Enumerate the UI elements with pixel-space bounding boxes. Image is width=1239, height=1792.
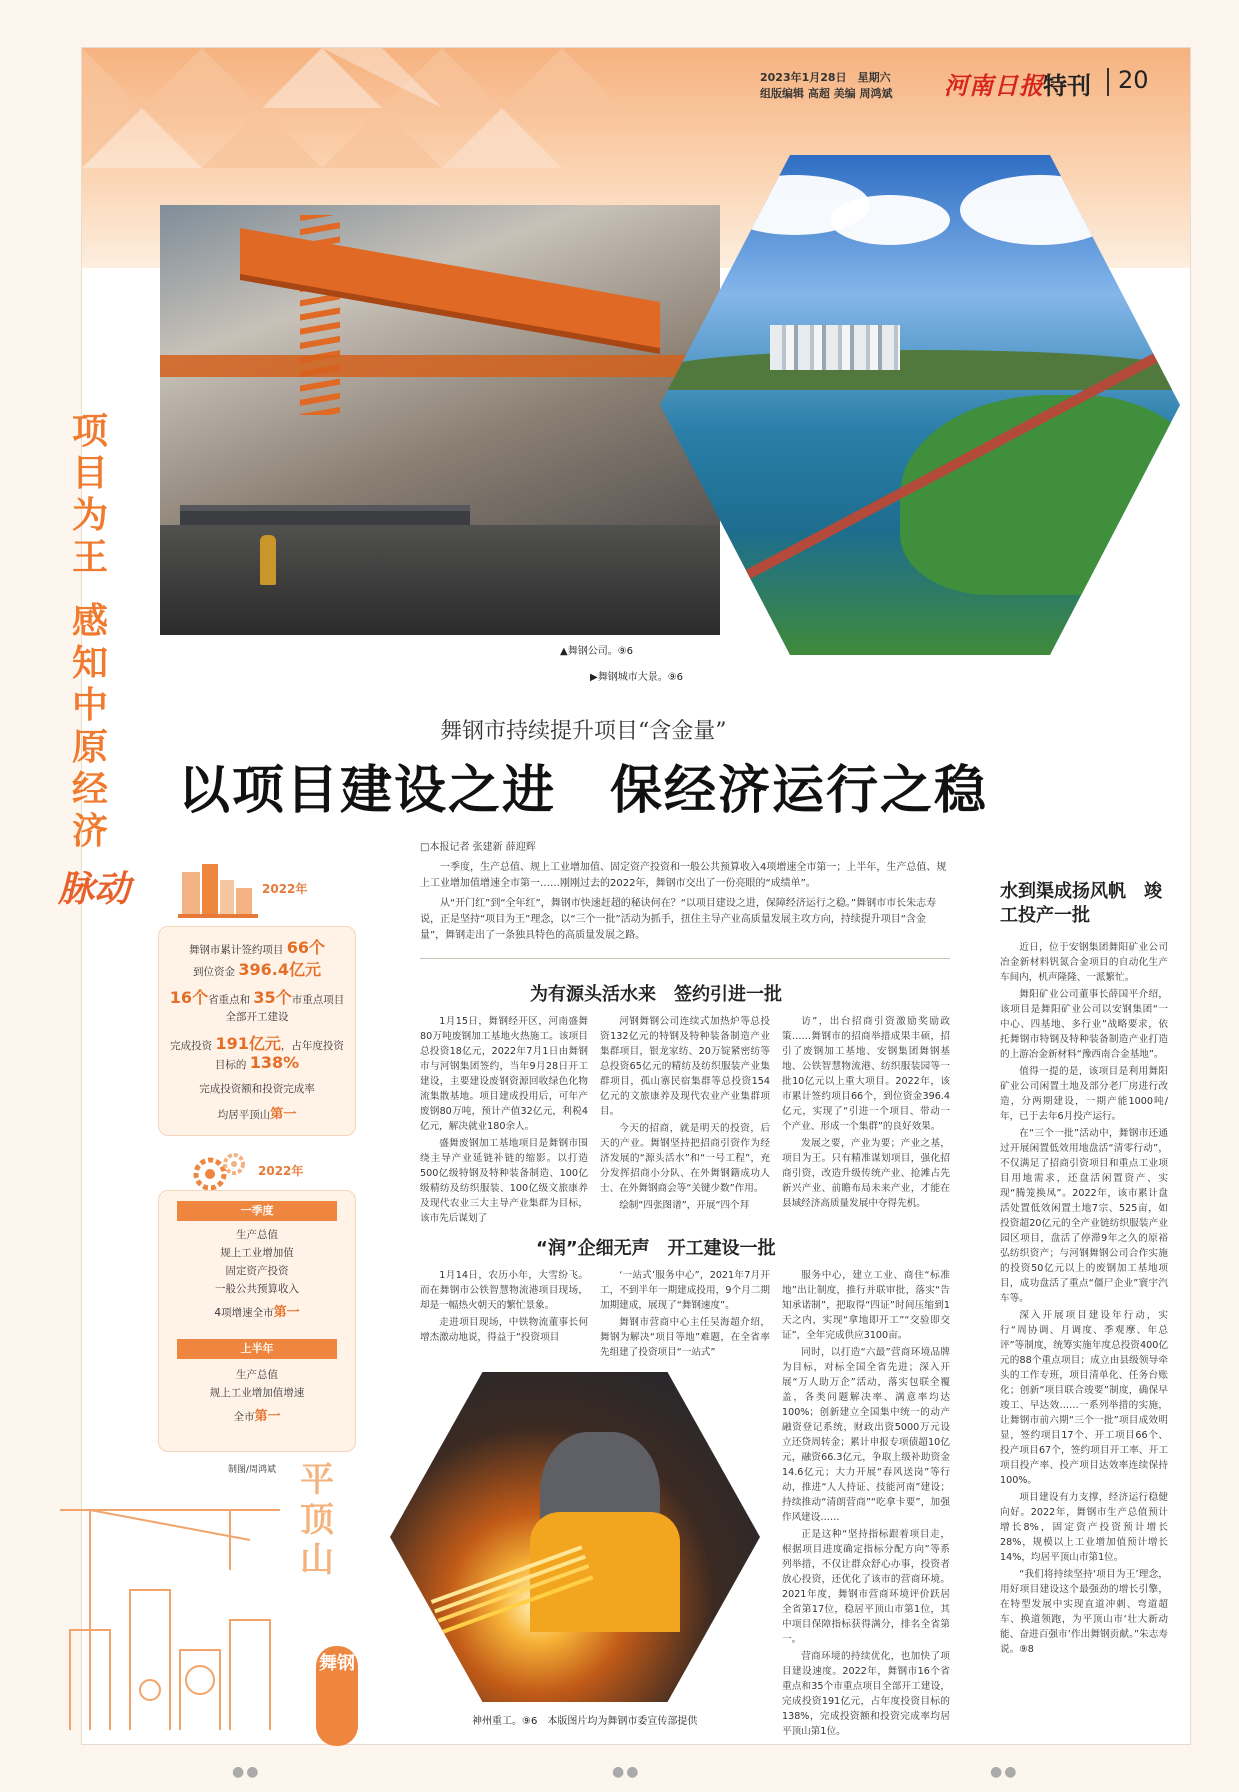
section3-title: 水到渠成扬风帆 竣工投产一批 xyxy=(1000,881,1162,926)
panel-number: 第一 xyxy=(273,1305,300,1320)
paragraph: 1月15日，舞钢经开区，河南盛舞80万吨废钢加工基地火热施工。该项目总投资18亿元，2022年7月1日由舞钢市与河钢集团签约，当年9月28日开工建设，主要建设废钢资源回收绿色化物流集散基地。项目建成投用后，可年产废钢80万吨，预计产值32亿元，利税4亿元，解决就业180余人。 xyxy=(420,1016,588,1132)
panel-line: 一般公共预算收入 xyxy=(215,1283,299,1295)
panel-text: 舞钢市累计签约项目 xyxy=(188,944,287,956)
headline: 以项目建设之进 保经济运行之稳 xyxy=(178,760,989,821)
panel-text: 全市 xyxy=(233,1411,255,1423)
section1-col2 xyxy=(600,1014,770,1214)
panel-line xyxy=(159,1031,355,1054)
paragraph: 舞钢市营商中心主任吴海超介绍，舞钢为解决“项目等地”难题，在全省率先组建了投资项目“一站式” xyxy=(600,1317,770,1358)
section1-title: 为有源头活水来 签约引进一批 xyxy=(530,984,782,1005)
header-meta xyxy=(760,70,893,102)
editors-line: 组版编辑 高超 美编 周鸿斌 xyxy=(760,87,893,100)
panel-number: 35个 xyxy=(253,988,292,1007)
paragraph: 近日，位于安钢集团舞阳矿业公司冶金新材料钒氮合金项目的自动化生产车间内，机声隆隆、一派繁忙。 xyxy=(1000,942,1168,983)
panel-line xyxy=(159,1103,355,1122)
paragraph: “我们将持续坚持‘项目为王’理念，用好项目建设这个最强劲的增长引擎，在特型发展中实现直道冲刺、弯道超车、换道领跑，为平顶山市‘壮大新动能、奋进百强市’作出舞钢贡献。”朱志寿说。⑨8 xyxy=(1000,1569,1168,1655)
photo-skyline xyxy=(770,325,900,370)
panel-line: 生产总值 xyxy=(236,1369,278,1381)
paragraph: 营商环境的持续优化，也加快了项目建设速度。2022年，舞钢市16个省重点和35个市重点项目全部开工建设，完成投资191亿元，占年度投资目标的138%，完成投资额和投资完成率均居平顶山第1位。 xyxy=(782,1651,950,1737)
panel1-year: 2022年 xyxy=(262,882,308,896)
panel-number: 138% xyxy=(249,1053,300,1072)
paragraph: 1月14日，农历小年，大雪纷飞。而在舞钢市公铁智慧物流港项目现场，却是一幅热火朝天的繁忙景象。 xyxy=(420,1270,588,1311)
panel-text: 完成投资额和投资完成率 xyxy=(199,1083,315,1095)
panel-line: 规上工业增加值增速 xyxy=(209,1387,305,1399)
vertical-title-2: 感知中原经济 xyxy=(72,600,109,852)
chart-credit: 制图/周鸿斌 xyxy=(228,1465,277,1475)
paragraph: 发展之要，产业为要；产业之基，项目为王。只有精准谋划项目，强化招商引资，改造升级传统产业、抢滩占先新兴产业、前瞻布局未来产业，才能在县域经济高质量发展中夺得先机。 xyxy=(782,1138,950,1209)
paragraph: 深入开展项目建设年行动，实行“周协调、月调度、季观摩、年总评”等制度，统筹实施年度总投资400亿元的88个重点项目；成立由县级领导牵头的工作专班，项目清单化、任务台账化；创新“项目联合竣要”制度，确保早竣工、早达效……一系列举措的实施，让舞钢市前六期“三个一批”项目成效明显，签约项目17个、开工项目66个、投产项目67个，签约项目开工率、开工项目投产率、投产项目达效率连续保持100%。 xyxy=(1000,1310,1168,1486)
panel-text: ，占年度投资 xyxy=(280,1040,344,1052)
panel-line: 规上工业增加值 xyxy=(220,1247,294,1259)
kicker: 舞钢市持续提升项目“含金量” xyxy=(440,719,727,744)
paragraph: 今天的招商，就是明天的投资，后天的产业。舞钢坚持把招商引资作为经济发展的“源头活水”和“一号工程”，充分发挥招商小分队、在外舞钢籍成功人士、在外舞钢商会等“关键少数”作用。 xyxy=(600,1123,770,1194)
page-dots: ●● xyxy=(990,1764,1019,1780)
panel-line xyxy=(159,985,355,1008)
gears-icon xyxy=(192,1152,246,1192)
page-number: 20 xyxy=(1118,66,1149,94)
city-illustration xyxy=(50,1480,290,1730)
photo-welder-vest xyxy=(530,1512,680,1632)
vertical-title-3: 脉动 xyxy=(58,868,131,910)
paragraph: 在“三个一批”活动中，舞钢市还通过开展闲置低效用地盘活“清零行动”，不仅满足了招商引资项目和重点工业项目用地需求，还盘活闲置资产、实现“腾笼换凤”。2022年，该市累计盘活处置低效闲置土地7宗、525亩，如投资超20亿元的全产业链纺织服装产业园区项目，盘活了停滞9年之久的原裕弘纺织资产；与河钢舞钢公司合作实施的投资50亿元以上的废钢加工基地项目，成功盘活了重点“僵尸企业”寰宇汽车等。 xyxy=(1000,1128,1168,1304)
photo-caption-3: 神州重工。⑨6 本版图片均为舞钢市委宣传部提供 xyxy=(472,1716,698,1727)
panel-number: 第一 xyxy=(254,1409,281,1424)
photo-caption-1: ▲舞钢公司。⑨6 xyxy=(560,646,634,657)
section-name: 特刊 xyxy=(1043,72,1091,100)
paragraph: 走进项目现场，中铁物流董事长何增杰激动地说，得益于“投资项目 xyxy=(420,1317,588,1343)
paragraph: 绘制“四张图谱”，开展“四个拜 xyxy=(619,1200,750,1211)
panel-line xyxy=(159,1081,355,1096)
paragraph: 同时，以打造“六最”营商环境品牌为目标，对标全国全省先进；深入开展“万人助万企”活动，落实包联全覆盖，各类问题解决率、满意率均达100%；创新建立全国集中统一的动产融资登记系统，财政出资5000万元设立还贷周转金；累计申报专项债超10亿元，融资66.3亿元，争取上级补助资金14.6亿元；大力开展“春风送岗”等行动，推进“人人持证、技能河南”建设；持续推动“清朗营商”“吃拿卡要”，加强作风建设…… xyxy=(782,1347,950,1523)
panel-line xyxy=(159,1053,355,1072)
page-dots: ●● xyxy=(232,1764,261,1780)
photo-steel-plates xyxy=(160,525,720,635)
section2-col3 xyxy=(782,1268,950,1744)
byline: □本报记者 张建新 薛迎辉 xyxy=(420,842,536,853)
paragraph: 服务中心，建立工业、商住“标准地”出让制度，推行并联审批，落实“告知承诺制”，把取得“四证”时间压缩到1天之内，实现“拿地即开工”“交验即交证”，全年完成供应3100亩。 xyxy=(782,1270,950,1341)
photo-caption-2: ▶舞钢城市大景。⑨6 xyxy=(590,672,684,683)
paragraph: 舞阳矿业公司董事长薛国平介绍，该项目是舞阳矿业公司以安钢集团“一中心、四基地、多行业”战略要求，依托舞钢市特钢及特种装备制造产业打造的上游冶金新材料“豫西南合金基地”。 xyxy=(1000,989,1168,1060)
lead-paragraphs xyxy=(420,860,950,948)
vertical-title-1: 项目为王 xyxy=(72,410,109,578)
info-panel-1 xyxy=(158,926,356,1136)
section2-title: “润”企细无声 开工建设一批 xyxy=(536,1238,776,1259)
panel-number: 191亿元 xyxy=(215,1034,281,1053)
photo-crane-rail xyxy=(160,355,720,377)
h1-badge: 上半年 xyxy=(177,1339,337,1359)
section1-col3 xyxy=(782,1014,950,1214)
panel-number: 第一 xyxy=(270,1107,297,1122)
paragraph: 盛舞废钢加工基地项目是舞钢市围绕主导产业延链补链的缩影。以打造500亿级特钢及特种装备制造、100亿级精纺及纺织服装、100亿级文旅康养及现代农业三大主导产业集群为目标，该市先后谋划了 xyxy=(420,1138,588,1224)
section3-col xyxy=(1000,940,1168,1740)
lead-paragraph: 一季度，生产总值、规上工业增加值、固定资产投资和一般公共预算收入4项增速全市第一；上半年，生产总值、规上工业增加值增速全市第一……刚刚过去的2022年，舞钢市交出了一份亮眼的“成绩单”。 xyxy=(420,862,947,889)
panel-text: 目标的 xyxy=(214,1059,250,1071)
paragraph: 值得一提的是，该项目是利用舞阳矿业公司闲置土地及部分老厂房进行改造，分两期建设，一期产能1000吨/年，已于去年6月投产运行。 xyxy=(1000,1066,1168,1122)
panel-line xyxy=(159,1301,355,1320)
city-name-vertical: 平顶山 xyxy=(300,1460,334,1580)
divider xyxy=(420,958,950,959)
paragraph: 访”，出台招商引资激励奖励政策……舞钢市的招商举措成果丰硕，招引了废钢加工基地、安钢集团舞钢基地、公铁智慧物流港、纺织服装园等一批10亿元以上重大项目。2022年，该市累计签约项目66个，到位资金396.4亿元，实现了“引进一个项目、带动一个产业、形成一个集群”的良好效果。 xyxy=(782,1016,950,1132)
photo-worker xyxy=(260,535,276,585)
steel-mill-photo xyxy=(160,205,720,635)
date-line: 2023年1月28日 星期六 xyxy=(760,71,891,84)
photo-cloud xyxy=(830,195,950,245)
paragraph: 河钢舞钢公司连续式加热炉等总投资132亿元的特钢及特种装备制造产业集群项目，银龙家纺、20万锭紧密纺等总投资65亿元的精纺及纺织服装产业集群项目，孤山寨民宿集群等总投资154亿元的文旅康养及现代农业产业集群项目。 xyxy=(600,1016,770,1117)
panel-text: 均居平顶山 xyxy=(217,1109,271,1121)
paragraph: ‘一站式’服务中心”，2021年7月开工，不到半年一期建成投用，9个月二期加期建成，展现了“舞钢速度”。 xyxy=(600,1270,770,1311)
panel-line xyxy=(159,1405,355,1424)
panel-number: 66个 xyxy=(286,938,326,957)
section2-col2 xyxy=(600,1268,770,1363)
section2-col1 xyxy=(420,1268,588,1363)
panel-text: 4项增速全市 xyxy=(214,1307,274,1319)
buildings-icon xyxy=(178,862,258,918)
panel-line xyxy=(159,935,355,958)
panel-number: 396.4亿元 xyxy=(238,960,321,979)
panel-line xyxy=(159,957,355,980)
panel-text: 市重点项目 xyxy=(291,994,345,1006)
paragraph: 项目建设有力支撑，经济运行稳健向好。2022年，舞钢市生产总值预计增长8%，固定资产投资预计增长28%，规模以上工业增加值预计增长14%，均居平顶山市第1位。 xyxy=(1000,1492,1168,1563)
newspaper-logo: 河南日报 xyxy=(944,71,1044,100)
paragraph: 正是这种“坚持指标跟着项目走，根据项目进度确定指标分配方向”等系列举措，不仅让群众舒心办事，投资者放心投资，还优化了该市的营商环境。2021年度，舞钢市营商环境评价跃居全省第17位，稳居平顶山市第1位，其中项目保障指标获得满分，排名全省第一。 xyxy=(782,1529,950,1645)
panel-text: 省重点和 xyxy=(208,994,254,1006)
panel-number: 16个 xyxy=(169,988,209,1007)
lead-paragraph: 从“开门红”到“全年红”，舞钢市快速赶超的秘诀何在？“以项目建设之进，保障经济运行之稳。”舞钢市市长朱志寿说，正是坚持“项目为王”理念，以“三个一批”活动为抓手，扭住主导产业高质量发展主攻方向，持续提升项目“含金量”，舞钢走出了一条独具特色的高质量发展之路。 xyxy=(420,898,937,941)
info-panel-2 xyxy=(158,1190,356,1452)
header-separator xyxy=(1107,68,1109,96)
panel-text: 到位资金 xyxy=(193,966,239,978)
page-dots: ●● xyxy=(612,1764,641,1780)
section1-col1 xyxy=(420,1014,588,1224)
q1-badge: 一季度 xyxy=(177,1201,337,1221)
panel-text: 完成投资 xyxy=(170,1040,216,1052)
panel-line: 生产总值 xyxy=(236,1229,278,1241)
panel-line xyxy=(159,1009,355,1024)
county-badge: 舞钢 xyxy=(316,1646,358,1746)
panel-line: 固定资产投资 xyxy=(225,1265,289,1277)
panel-text: 全部开工建设 xyxy=(225,1011,289,1023)
panel2-year: 2022年 xyxy=(258,1164,304,1178)
